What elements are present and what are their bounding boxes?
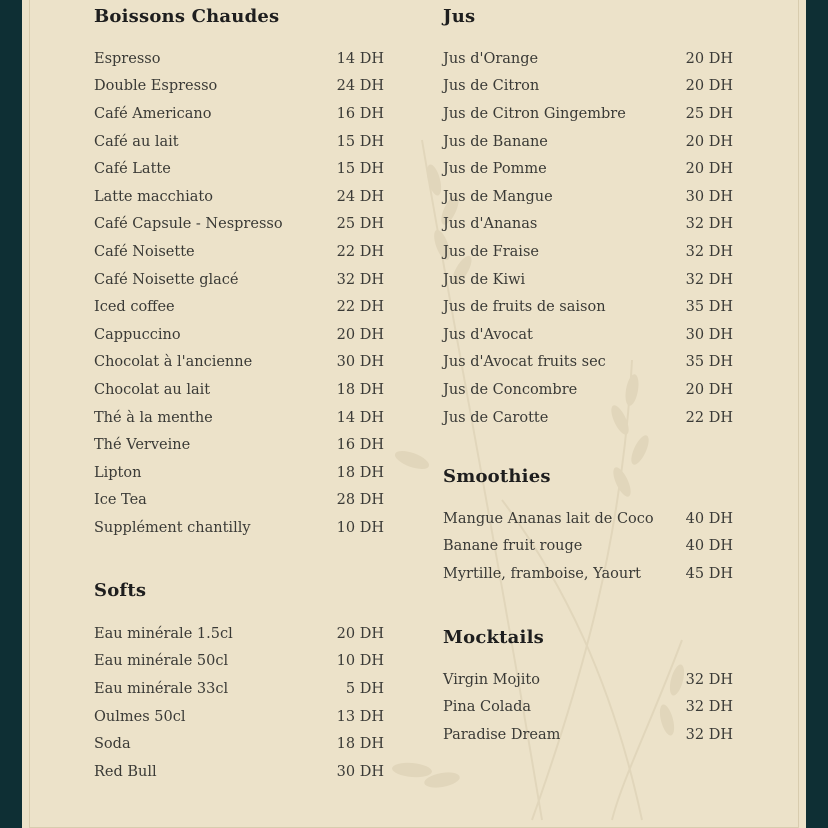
item-name: Jus de Concombre [443, 381, 578, 398]
item-name: Pina Colada [443, 699, 532, 716]
item-name: Café Capsule - Nespresso [94, 216, 283, 233]
item-name: Café Latte [94, 161, 171, 178]
item-price: 32 DH [685, 699, 733, 716]
item-name: Chocolat au lait [94, 381, 211, 398]
jus-list [443, 45, 733, 431]
item-price: 14 DH [336, 409, 384, 426]
menu-item [443, 721, 733, 749]
menu-item [94, 73, 384, 101]
item-name: Jus de Fraise [443, 243, 539, 260]
item-price: 35 DH [685, 354, 733, 371]
item-price: 20 DH [685, 50, 733, 67]
item-price: 40 DH [685, 510, 733, 527]
item-price: 10 DH [336, 519, 384, 536]
menu-item [443, 266, 733, 294]
menu-item [94, 349, 384, 377]
menu-item [94, 238, 384, 266]
menu-item [443, 128, 733, 156]
item-name: Jus d'Avocat fruits sec [443, 354, 606, 371]
menu-item [94, 45, 384, 73]
menu-item [443, 183, 733, 211]
menu-item [94, 431, 384, 459]
menu-item [443, 45, 733, 73]
menu-item [94, 730, 384, 758]
menu-item [443, 238, 733, 266]
menu-item [443, 293, 733, 321]
item-price: 16 DH [336, 437, 384, 454]
menu-item [94, 648, 384, 676]
item-price: 30 DH [336, 354, 384, 371]
section-title-smoothies: Smoothies [443, 466, 551, 487]
item-name: Jus de Carotte [443, 409, 549, 426]
item-price: 40 DH [685, 538, 733, 555]
item-price: 20 DH [336, 625, 384, 642]
menu-item [443, 73, 733, 101]
item-price: 5 DH [345, 680, 384, 697]
item-name: Paradise Dream [443, 726, 561, 743]
item-price: 30 DH [685, 326, 733, 343]
item-name: Jus de Kiwi [443, 271, 526, 288]
menu-item [94, 155, 384, 183]
menu-item [94, 404, 384, 432]
menu-item [94, 376, 384, 404]
menu-item [94, 211, 384, 239]
item-name: Café au lait [94, 133, 179, 150]
item-price: 22 DH [685, 409, 733, 426]
item-price: 32 DH [685, 243, 733, 260]
item-price: 35 DH [685, 299, 733, 316]
item-price: 20 DH [685, 381, 733, 398]
item-name: Jus de fruits de saison [443, 299, 606, 316]
menu-item [443, 404, 733, 432]
smoothies-list [443, 505, 733, 588]
item-price: 32 DH [336, 271, 384, 288]
item-price: 30 DH [336, 763, 384, 780]
item-name: Iced coffee [94, 299, 175, 316]
item-name: Chocolat à l'ancienne [94, 354, 253, 371]
item-price: 15 DH [336, 133, 384, 150]
item-price: 25 DH [336, 216, 384, 233]
menu-item [443, 155, 733, 183]
softs-list [94, 620, 384, 786]
item-price: 32 DH [685, 271, 733, 288]
section-title-jus: Jus [443, 6, 476, 27]
item-name: Espresso [94, 50, 161, 67]
menu-item [443, 694, 733, 722]
item-name: Eau minérale 1.5cl [94, 625, 233, 642]
item-price: 20 DH [685, 78, 733, 95]
menu-item [443, 533, 733, 561]
menu-page [22, 0, 806, 828]
item-name: Latte macchiato [94, 188, 213, 205]
item-name: Thé à la menthe [94, 409, 213, 426]
item-name: Eau minérale 33cl [94, 680, 229, 697]
item-price: 32 DH [685, 216, 733, 233]
item-price: 22 DH [336, 299, 384, 316]
menu-item [94, 321, 384, 349]
item-price: 25 DH [685, 105, 733, 122]
item-name: Jus de Citron [443, 78, 540, 95]
section-title-boissons-chaudes: Boissons Chaudes [94, 6, 280, 27]
item-name: Virgin Mojito [443, 671, 540, 688]
item-name: Eau minérale 50cl [94, 653, 229, 670]
item-name: Red Bull [94, 763, 157, 780]
item-price: 30 DH [685, 188, 733, 205]
menu-item [94, 703, 384, 731]
menu-item [443, 211, 733, 239]
menu-item [443, 349, 733, 377]
menu-item [94, 459, 384, 487]
menu-item [94, 620, 384, 648]
menu-item [443, 666, 733, 694]
item-name: Jus de Banane [443, 133, 548, 150]
item-name: Myrtille, framboise, Yaourt [443, 565, 642, 582]
item-name: Oulmes 50cl [94, 708, 186, 725]
item-name: Supplément chantilly [94, 519, 251, 536]
menu-item [94, 128, 384, 156]
item-price: 32 DH [685, 726, 733, 743]
menu-item [443, 100, 733, 128]
menu-item [94, 293, 384, 321]
item-name: Lipton [94, 464, 142, 481]
item-price: 20 DH [336, 326, 384, 343]
section-title-softs: Softs [94, 580, 147, 601]
menu-item [443, 321, 733, 349]
item-name: Ice Tea [94, 492, 147, 509]
item-price: 24 DH [336, 78, 384, 95]
item-price: 10 DH [336, 653, 384, 670]
menu-item [94, 183, 384, 211]
item-price: 18 DH [336, 464, 384, 481]
item-price: 22 DH [336, 243, 384, 260]
item-name: Jus de Pomme [443, 161, 547, 178]
item-price: 24 DH [336, 188, 384, 205]
item-price: 32 DH [685, 671, 733, 688]
item-name: Jus d'Avocat [443, 326, 533, 343]
menu-item [443, 505, 733, 533]
item-price: 14 DH [336, 50, 384, 67]
item-name: Thé Verveine [94, 437, 191, 454]
menu-item [94, 100, 384, 128]
item-price: 28 DH [336, 492, 384, 509]
menu-item [94, 675, 384, 703]
item-name: Café Noisette [94, 243, 195, 260]
section-title-mocktails: Mocktails [443, 627, 544, 648]
menu-item [94, 266, 384, 294]
item-name: Café Americano [94, 105, 212, 122]
item-name: Banane fruit rouge [443, 538, 583, 555]
item-name: Jus de Citron Gingembre [443, 105, 626, 122]
item-price: 20 DH [685, 161, 733, 178]
item-name: Double Espresso [94, 78, 218, 95]
item-name: Café Noisette glacé [94, 271, 239, 288]
item-name: Jus d'Orange [443, 50, 539, 67]
item-price: 13 DH [336, 708, 384, 725]
item-price: 15 DH [336, 161, 384, 178]
item-name: Jus d'Ananas [443, 216, 538, 233]
menu-item [443, 560, 733, 588]
item-name: Soda [94, 736, 131, 753]
item-name: Cappuccino [94, 326, 181, 343]
item-name: Jus de Mangue [443, 188, 553, 205]
mocktails-list [443, 666, 733, 749]
menu-item [94, 487, 384, 515]
item-price: 18 DH [336, 381, 384, 398]
item-name: Mangue Ananas lait de Coco [443, 510, 654, 527]
item-price: 45 DH [685, 565, 733, 582]
menu-item [94, 514, 384, 542]
menu-item [443, 376, 733, 404]
boissons-chaudes-list [94, 45, 384, 542]
menu-item [94, 758, 384, 786]
item-price: 18 DH [336, 736, 384, 753]
item-price: 16 DH [336, 105, 384, 122]
item-price: 20 DH [685, 133, 733, 150]
